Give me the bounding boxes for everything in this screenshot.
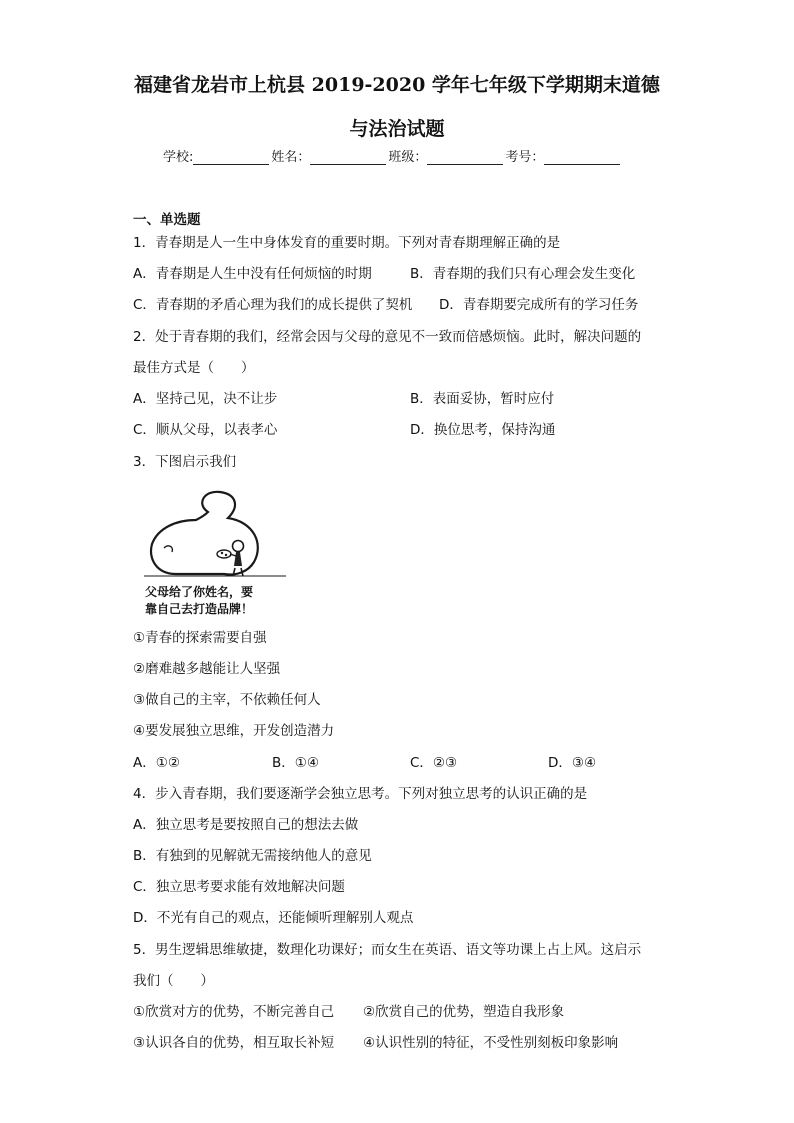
gourd-outline bbox=[151, 492, 258, 575]
q5-statement-3: ③认识各自的优势，相互取长补短 bbox=[133, 1035, 335, 1051]
q1-stem: 1．青春期是人一生中身体发育的重要时期。下列对青春期理解正确的是 bbox=[133, 235, 561, 251]
q3-option-c[interactable]: C．②③ bbox=[410, 755, 458, 771]
q2-option-c[interactable]: C．顺从父母，以表孝心 bbox=[133, 422, 278, 438]
class-blank[interactable] bbox=[427, 150, 503, 165]
q3-option-b[interactable]: B．①④ bbox=[272, 755, 319, 771]
name-blank[interactable] bbox=[310, 150, 386, 165]
school-label: 学校: bbox=[163, 150, 194, 165]
q3-stem: 3．下图启示我们 bbox=[133, 454, 237, 470]
q4-option-a[interactable]: A．独立思考是要按照自己的想法去做 bbox=[133, 817, 359, 833]
school-blank[interactable] bbox=[193, 150, 269, 165]
q2-options-row-2 bbox=[133, 420, 663, 440]
paint-dot bbox=[221, 552, 223, 554]
q3-option-a[interactable]: A．①② bbox=[133, 755, 180, 771]
q3-option-d[interactable]: D．③④ bbox=[548, 755, 597, 771]
q2-option-d[interactable]: D．换位思考，保持沟通 bbox=[410, 422, 556, 438]
q5-statements-row-2 bbox=[133, 1033, 663, 1053]
q5-statements-row-1 bbox=[133, 1002, 663, 1022]
q3-statement-1: ①青春的探索需要自强 bbox=[133, 630, 267, 646]
id-blank[interactable] bbox=[544, 150, 620, 165]
section-title: 一、单选题 bbox=[133, 212, 201, 228]
q4-option-d[interactable]: D．不光有自己的观点，还能倾听理解别人观点 bbox=[133, 910, 414, 926]
q2-option-a[interactable]: A．坚持己见，决不让步 bbox=[133, 391, 278, 407]
id-label: 考号： bbox=[505, 150, 545, 165]
class-label: 班级： bbox=[388, 150, 428, 165]
q3-statement-2: ②磨难越多越能让人坚强 bbox=[133, 661, 281, 677]
q5-statement-1: ①欣赏对方的优势，不断完善自己 bbox=[133, 1004, 335, 1020]
q1-options-row-1 bbox=[133, 264, 663, 284]
paint-palette-icon bbox=[217, 550, 231, 558]
cartoon-caption-line-2: 靠自己去打造品牌！ bbox=[145, 602, 254, 616]
q1-option-a[interactable]: A．青春期是人生中没有任何烦恼的时期 bbox=[133, 266, 372, 282]
q5-stem-line-2: 我们（ ） bbox=[133, 973, 214, 989]
q2-stem-line-2: 最佳方式是（ ） bbox=[133, 360, 255, 376]
q4-option-c[interactable]: C．独立思考要求能有效地解决问题 bbox=[133, 879, 345, 895]
person-head bbox=[233, 541, 244, 552]
q2-option-b[interactable]: B．表面妥协，暂时应付 bbox=[410, 391, 555, 407]
cartoon-caption-line-1: 父母给了你姓名，要 bbox=[145, 585, 254, 599]
q1-option-b[interactable]: B．青春期的我们只有心理会发生变化 bbox=[410, 266, 636, 282]
q4-option-b[interactable]: B．有独到的见解就无需接纳他人的意见 bbox=[133, 848, 372, 864]
paint-dot bbox=[225, 554, 227, 556]
q5-stem-line-1: 5．男生逻辑思维敏捷，数理化功课好；而女生在英语、语文等功课上占上风。这启示 bbox=[133, 942, 642, 958]
gourd-detail bbox=[164, 546, 172, 552]
q2-stem-line-1: 2．处于青春期的我们，经常会因与父母的意见不一致而倍感烦恼。此时，解决问题的 bbox=[133, 329, 642, 345]
q3-options-row bbox=[133, 753, 663, 773]
q5-statement-4: ④认识性别的特征，不受性别刻板印象影响 bbox=[363, 1035, 619, 1051]
q1-options-row-2 bbox=[133, 295, 663, 315]
q5-statement-2: ②欣赏自己的优势，塑造自我形象 bbox=[363, 1004, 565, 1020]
q3-statement-3: ③做自己的主宰，不依赖任何人 bbox=[133, 692, 321, 708]
q3-statement-4: ④要发展独立思维，开发创造潜力 bbox=[133, 723, 335, 739]
name-label: 姓名： bbox=[271, 150, 311, 165]
q1-option-d[interactable]: D．青春期要完成所有的学习任务 bbox=[439, 297, 639, 313]
q2-options-row-1 bbox=[133, 389, 663, 409]
person-body bbox=[234, 552, 242, 566]
q4-stem: 4．步入青春期，我们要逐渐学会独立思考。下列对独立思考的认识正确的是 bbox=[133, 786, 588, 802]
q1-option-c[interactable]: C．青春期的矛盾心理为我们的成长提供了契机 bbox=[133, 297, 413, 313]
exam-title-line-2: 与法治试题 bbox=[349, 118, 445, 140]
exam-title-line-1: 福建省龙岩市上杭县 2019-2020 学年七年级下学期期末道德 bbox=[134, 74, 660, 96]
student-info-line bbox=[163, 146, 622, 165]
